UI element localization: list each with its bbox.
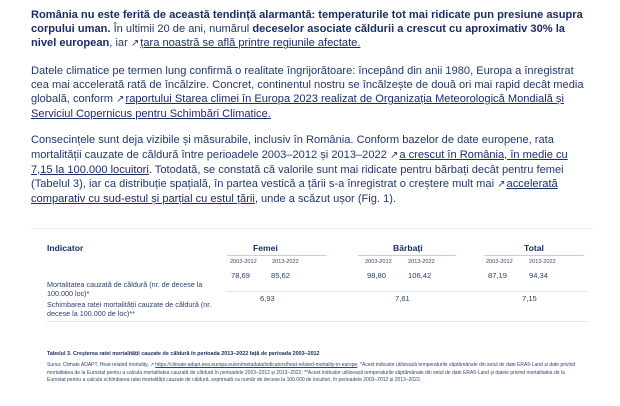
row-divider: [227, 291, 587, 292]
table-cell: 87,19: [488, 271, 508, 280]
external-link-icon: ↗: [389, 149, 399, 161]
consequences-text-2: . Totodată, se constată că valorile sunt mai ridicate pentru bărbați decât pentru femei (Tabelul 3), iar ca distribuție spațială, în partea vestică a țării s-a înregistrat o creștere mult mai: [31, 163, 564, 191]
paragraph-intro: [31, 8, 591, 52]
group-underline: [227, 255, 327, 256]
link-romania-increase[interactable]: a crescut în România, în medie cu 7,15 la 100.000 locuitori: [31, 148, 568, 176]
link-regional-comparison[interactable]: accelerată comparativ cu sud-estul și parțial cu estul țării: [31, 178, 558, 206]
row-label-mortality: Mortalitatea cauzată de căldură (nr. de decese la 100.000 loc)*: [47, 280, 203, 298]
table-cell: 98,80: [367, 271, 387, 280]
external-link-icon: ↗: [150, 362, 155, 368]
column-header-indicator: Indicator: [47, 243, 84, 253]
intro-bold-stat: deceselor asociate căldurii a crescut cu aproximativ 30% la nivel european: [31, 23, 565, 50]
source-text: Sursa: Climate ADAPT, Heat-related mortality,: [47, 362, 150, 368]
table-caption: Tabelul 3. Creșterea ratei mortalității cauzate de căldură în perioada 2013–2022 față de perioada 2003–2012: [47, 351, 320, 357]
period-header: 2013-2022: [408, 259, 435, 265]
column-header-barbati: Bărbați: [393, 243, 423, 253]
external-link-icon: ↗: [116, 94, 125, 106]
paragraph-consequences: [31, 133, 591, 206]
group-underline: [358, 255, 456, 256]
table-cell: 106,42: [408, 271, 432, 280]
row-label-change: Schimbarea ratei mortalității cauzate de căldură (nr. decese la 100.000 de loc)**: [47, 300, 212, 318]
source-link[interactable]: https://climate-adapt.eea.europa.eu/en/metadata/indicators/heat-related-mortality-in-europe: [155, 362, 358, 368]
external-link-icon: ↗: [130, 38, 140, 50]
link-climate-report[interactable]: raportului Starea climei în Europa 2023 realizat de Organizația Meteorologică Mondială și Serviciul Copernicus pentru Schimbări Climatice.: [31, 93, 564, 121]
period-header: 2013-2022: [529, 259, 556, 265]
table-cell: 94,34: [529, 271, 549, 280]
column-header-total: Total: [524, 243, 544, 253]
intro-text: În ultimii 20 de ani, numărul: [110, 23, 253, 36]
period-header: 2003-2012: [486, 259, 513, 265]
table-source-note: [47, 362, 583, 385]
intro-bold-statement: România nu este ferită de această tendință alarmantă: temperaturile tot mai ridicate pun presiune asupra corpului uman.: [31, 9, 583, 36]
table-panel: [31, 228, 593, 401]
table-cell: 7,15: [522, 294, 537, 303]
external-link-icon: ↗: [497, 179, 506, 191]
period-header: 2013-2022: [272, 259, 299, 265]
row-divider: [47, 321, 587, 322]
table-cell: 78,69: [231, 271, 251, 280]
period-header: 2003-2012: [230, 259, 257, 265]
consequences-text-3: , unde a scăzut ușor (Fig. 1).: [254, 193, 397, 206]
table-cell: 6,93: [260, 294, 275, 303]
column-header-femei: Femei: [253, 243, 278, 253]
link-affected-regions[interactable]: țara noastră se află printre regiunile afectate.: [140, 37, 361, 50]
intro-text-2: , iar: [109, 37, 131, 50]
climate-text: Datele climatice pe termen lung confirmă o realitate îngrijorătoare: începând din anii 1980, Europa a înregistrat cea mai accelerată rată de încălzire. Concret, continentul nostru se încălzește de două ori mai rapid decât media globală, conform: [31, 64, 584, 106]
article-body: [31, 8, 591, 206]
table-cell: 85,62: [271, 271, 291, 280]
paragraph-climate-data: [31, 64, 591, 122]
consequences-text: Consecințele sunt deja vizibile și măsurabile, inclusiv în România. Conform bazelor de date europene, rata mortalității cauzate de căldură între perioadele 2003–2012 și 2013–2022: [31, 134, 554, 161]
period-header: 2003-2012: [365, 259, 392, 265]
table-cell: 7,61: [395, 294, 410, 303]
group-underline: [484, 255, 584, 256]
source-text-2: ; *Acest indicator utilizează temperaturile săptămânale din setul de date ERA5-Land și date privind mortalitatea de la Eurostat pentru a calcula mortalitatea cauzată de căldură în perioadele 2003–2012 și 2013–2022; **Acest indicator utilizează temperaturile săptămânale din setul de date ERA5-Land și datele privind mortalitatea de la Eurostat pentru a calcula schimbarea ratei mortalității cauzate de căldură, exprimată ca număr de decese la 100.000 de locuitori, în perioadele 2003–2012 și 2013–2022.: [47, 362, 576, 384]
